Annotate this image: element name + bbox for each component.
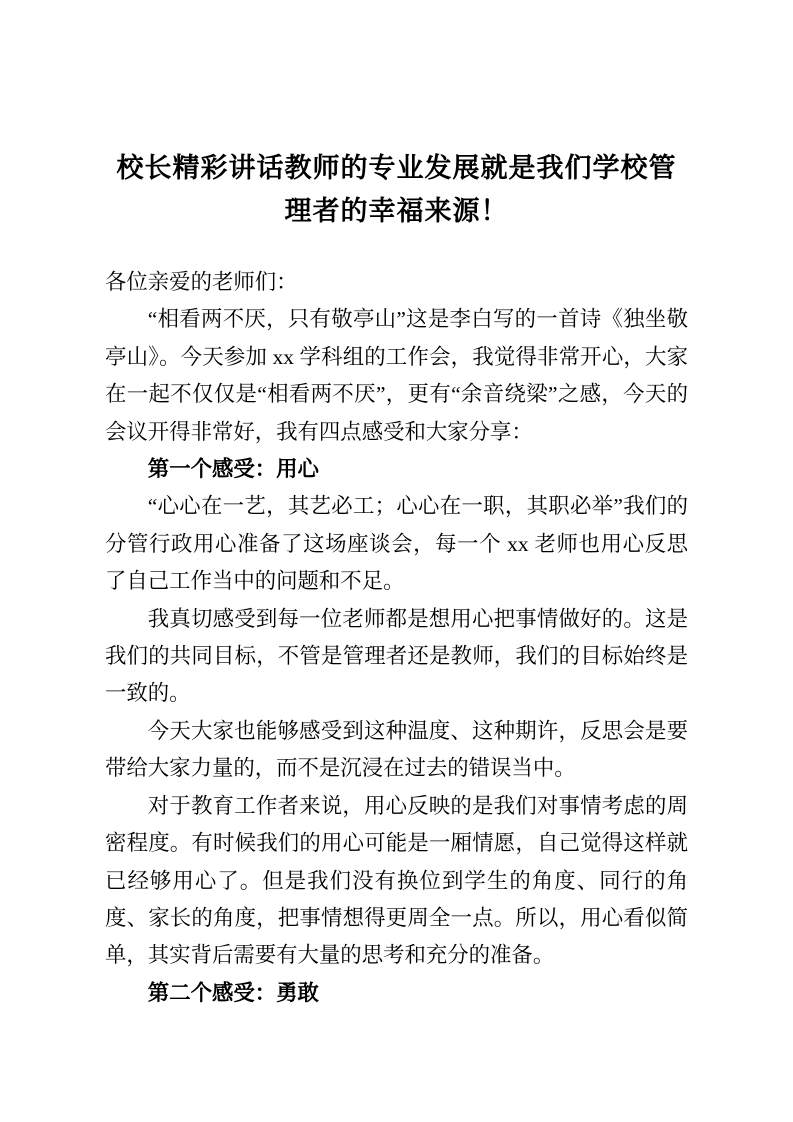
paragraph: 今天大家也能够感受到这种温度、这种期许，反思会是要带给大家力量的，而不是沉浸在过去的错误当中。 (105, 718, 688, 781)
paragraph: 我真切感受到每一位老师都是想用心把事情做好的。这是我们的共同目标，不管是管理者还是教师，我们的目标始终是一致的。 (105, 606, 688, 706)
section-heading: 第一个感受：用心 (147, 457, 319, 482)
paragraph: “心心在一艺，其艺必工；心心在一职，其职必举”我们的分管行政用心准备了这场座谈会，每一个 xx 老师也用心反思了自己工作当中的问题和不足。 (105, 494, 688, 594)
paragraph: “相看两不厌，只有敬亭山”这是李白写的一首诗《独坐敬亭山》。今天参加 xx 学科组的工作会，我觉得非常开心，大家在一起不仅仅是“相看两不厌”，更有“余音绕梁”之感，今天的会议开得非常好，我有四点感受和大家分享： (105, 307, 688, 444)
paragraph: 对于教育工作者来说，用心反映的是我们对事情考虑的周密程度。有时候我们的用心可能是一厢情愿，自己觉得这样就已经够用心了。但是我们没有换位到学生的角度、同行的角度、家长的角度，把事情想得更周全一点。所以，用心看似简单，其实背后需要有大量的思考和充分的准备。 (105, 793, 688, 968)
section-heading: 第二个感受：勇敢 (147, 980, 319, 1005)
document-title: 校长精彩讲话教师的专业发展就是我们学校管理者的幸福来源！ (116, 153, 677, 226)
paragraph: 各位亲爱的老师们： (105, 270, 298, 294)
document-body (105, 264, 688, 1012)
